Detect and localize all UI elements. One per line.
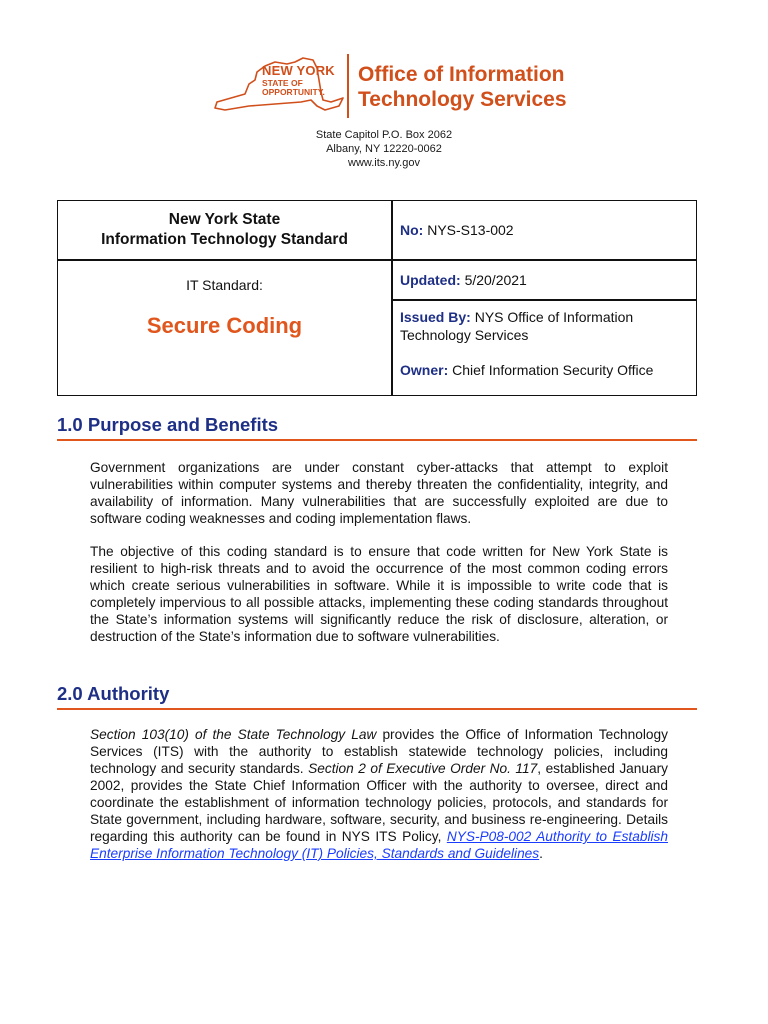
issued-by <box>400 308 690 344</box>
office-name-line2: Technology Services <box>358 88 567 111</box>
letterhead <box>0 48 768 120</box>
address-line-1: State Capitol P.O. Box 2062 <box>315 129 453 141</box>
it-standard-label: IT Standard: <box>186 277 263 293</box>
standard-heading-line1: New York State <box>168 211 281 228</box>
updated-date <box>400 272 527 288</box>
updated-value: 5/20/2021 <box>464 272 527 288</box>
owner-value: Chief Information Security Office <box>452 362 654 378</box>
state-technology-law-ref: Section 103(10) of the State Technology Law <box>90 727 377 742</box>
office-name <box>358 62 567 112</box>
purpose-paragraph-1: Government organizations are under constant cyber-attacks that attempt to exploit vulnerabilities within computer systems and thereby threaten the confidentiality, integrity, and availability of information. Many vulnerabilities that are successfully exploited are due to software coding weaknesses and coding implementation flaws. <box>90 460 668 526</box>
ny-wordmark-main: NEW YORK <box>262 63 335 78</box>
standard-heading-line2: Information Technology Standard <box>101 231 348 248</box>
standard-number-value: NYS-S13-002 <box>427 222 514 238</box>
updated-label: Updated: <box>400 272 461 288</box>
section-heading-authority: 2.0 Authority <box>57 683 697 710</box>
ny-wordmark-sub1: STATE OF <box>262 78 303 88</box>
standard-number <box>400 222 514 238</box>
ny-wordmark <box>262 64 335 97</box>
table-divider-right <box>391 299 696 301</box>
address-website: www.its.ny.gov <box>348 157 420 169</box>
table-divider-horizontal <box>58 259 696 261</box>
standard-heading <box>58 210 391 250</box>
policy-link-nys-p08-002[interactable]: NYS-P08-002 Authority to Establish Enterprise Information Technology (IT) Policies, Standards and Guidelines <box>90 829 668 861</box>
owner <box>400 362 653 378</box>
authority-text-end: . <box>539 846 543 861</box>
authority-text-2: , established January 2002, provides the State Chief Information Officer with the authority to oversee, direct and coordinate the establishment of information technology policies, protocols, and standards for State government, including hardware, software, security, and business re-engineering. Details regarding this authority can be found in NYS ITS Policy, <box>90 761 669 844</box>
office-name-line1: Office of Information <box>358 63 565 86</box>
document-title: Secure Coding <box>146 313 303 338</box>
table-divider-vertical <box>391 201 393 395</box>
issued-value: NYS Office of Information Technology Services <box>400 309 634 343</box>
issued-label: Issued By: <box>400 309 471 325</box>
logo-divider <box>347 54 349 118</box>
section-heading-purpose: 1.0 Purpose and Benefits <box>57 414 697 441</box>
owner-label: Owner: <box>400 362 449 378</box>
standard-info-table <box>57 200 697 396</box>
purpose-paragraph-2: The objective of this coding standard is to ensure that code written for New York State is resilient to high-risk threats and to avoid the occurrence of the most common coding errors which create serious vulnerabilities in software. While it is impossible to write code that is completely impervious to all possible attacks, implementing these coding standards throughout the State’s information systems will significantly reduce the risk of disclosure, alteration, or destruction of the State’s information due to software vulnerabilities. <box>90 544 668 644</box>
address-line-2: Albany, NY 12220-0062 <box>326 143 442 155</box>
executive-order-ref: Section 2 of Executive Order No. 117 <box>308 761 538 776</box>
authority-paragraph <box>90 726 668 862</box>
ny-wordmark-sub2: OPPORTUNITY. <box>262 87 325 97</box>
address-block <box>0 128 768 170</box>
authority-text-1: provides the Office of Information Technology Services (ITS) with the authority to establish statewide technology policies, including technology and security standards. <box>90 727 669 776</box>
standard-number-label: No: <box>400 222 424 238</box>
